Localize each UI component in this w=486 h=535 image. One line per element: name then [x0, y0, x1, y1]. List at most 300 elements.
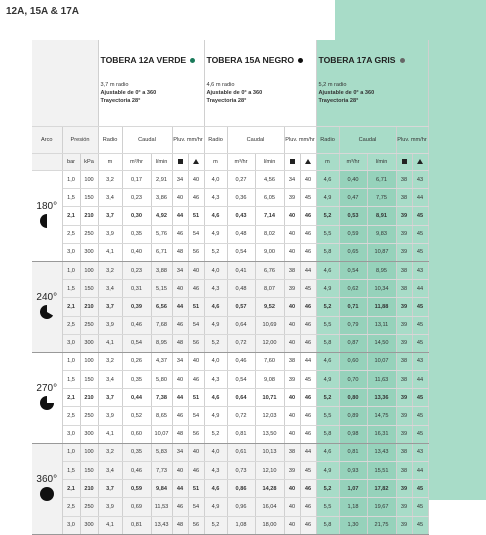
table-cell: 0,87	[339, 334, 367, 352]
header-pluv-12a: Pluv. mm/hr	[172, 127, 204, 154]
table-cell: 46	[300, 207, 316, 225]
table-cell: 5,2	[204, 243, 227, 261]
table-row	[32, 443, 428, 461]
table-cell: 39	[396, 516, 412, 534]
table-cell: 56	[188, 425, 204, 443]
table-cell: 44	[412, 371, 428, 389]
table-row	[32, 243, 428, 261]
table-cell: 45	[412, 389, 428, 407]
unit-blank	[32, 154, 62, 171]
table-cell: 4,9	[204, 225, 227, 243]
table-cell: 1,08	[227, 516, 255, 534]
table-cell: 46	[300, 407, 316, 425]
table-cell: 40	[172, 371, 188, 389]
table-cell: 39	[284, 462, 300, 480]
table-cell: 45	[412, 243, 428, 261]
table-cell: 5,2	[204, 516, 227, 534]
nozzle-trajectory-12a: Trayectoria 28°	[100, 98, 141, 104]
table-cell: 46	[300, 334, 316, 352]
table-cell: 11,53	[151, 498, 172, 516]
nozzle-header-15a	[204, 40, 316, 127]
header-pressure: Presión	[62, 127, 98, 154]
table-cell: 45	[300, 371, 316, 389]
table-cell: 0,60	[122, 425, 151, 443]
header-radio-17a: Radio	[316, 127, 339, 154]
table-cell: 44	[172, 298, 188, 316]
unit-m3hr-17a: m³/hr	[339, 154, 367, 171]
table-cell: 300	[80, 425, 98, 443]
nozzle-trajectory-15a: Trayectoria 28°	[206, 98, 247, 104]
table-cell: 0,79	[339, 316, 367, 334]
table-cell: 40	[284, 334, 300, 352]
table-cell: 11,88	[367, 298, 396, 316]
table-cell: 4,9	[316, 371, 339, 389]
unit-lmin-12a: l/min	[151, 154, 172, 171]
table-cell: 0,40	[339, 171, 367, 189]
header-radio-15a: Radio	[204, 127, 227, 154]
table-row	[32, 389, 428, 407]
table-cell: 46	[188, 462, 204, 480]
table-cell: 0,46	[122, 462, 151, 480]
table-cell: 54	[188, 316, 204, 334]
table-row	[32, 316, 428, 334]
table-cell: 0,23	[122, 189, 151, 207]
table-cell: 45	[412, 334, 428, 352]
table-cell: 1,5	[62, 371, 80, 389]
table-cell: 34	[284, 171, 300, 189]
table-cell: 54	[188, 225, 204, 243]
table-cell: 13,11	[367, 316, 396, 334]
table-cell: 19,67	[367, 498, 396, 516]
table-cell: 8,95	[367, 261, 396, 279]
table-cell: 12,00	[255, 334, 284, 352]
table-cell: 4,9	[316, 189, 339, 207]
header-arc: Arco	[32, 127, 62, 154]
table-cell: 40	[188, 352, 204, 370]
table-cell: 0,17	[122, 171, 151, 189]
table-cell: 39	[396, 480, 412, 498]
table-cell: 0,81	[227, 425, 255, 443]
table-cell: 3,0	[62, 243, 80, 261]
table-cell: 0,36	[227, 189, 255, 207]
table-cell: 3,9	[98, 498, 122, 516]
table-cell: 38	[396, 261, 412, 279]
table-cell: 3,2	[98, 261, 122, 279]
table-cell: 39	[396, 334, 412, 352]
table-cell: 0,46	[227, 352, 255, 370]
arc-cell	[32, 261, 62, 352]
table-cell: 3,4	[98, 371, 122, 389]
triangle-icon	[300, 154, 316, 171]
table-cell: 3,0	[62, 516, 80, 534]
table-cell: 5,2	[316, 207, 339, 225]
table-cell: 0,46	[122, 316, 151, 334]
table-cell: 46	[188, 371, 204, 389]
table-cell: 7,14	[255, 207, 284, 225]
table-cell: 9,08	[255, 371, 284, 389]
table-cell: 250	[80, 225, 98, 243]
table-cell: 0,35	[122, 225, 151, 243]
table-cell: 51	[188, 389, 204, 407]
table-row	[32, 207, 428, 225]
table-cell: 0,65	[339, 243, 367, 261]
header-radio-12a: Radio	[98, 127, 122, 154]
table-cell: 13,50	[255, 425, 284, 443]
triangle-icon	[412, 154, 428, 171]
table-cell: 0,57	[227, 298, 255, 316]
table-cell: 43	[412, 171, 428, 189]
page-title: 12A, 15A & 17A	[6, 6, 79, 17]
table-cell: 1,07	[339, 480, 367, 498]
nozzle-name-17a: TOBERA 17A GRIS	[318, 55, 396, 65]
table-cell: 46	[300, 316, 316, 334]
nozzle-radius-15a: 4,6 m radio	[206, 82, 235, 88]
square-icon	[172, 154, 188, 171]
table-cell: 3,2	[98, 443, 122, 461]
table-cell: 4,9	[316, 280, 339, 298]
table-cell: 12,10	[255, 462, 284, 480]
table-cell: 0,52	[122, 407, 151, 425]
table-cell: 0,69	[122, 498, 151, 516]
table-cell: 39	[396, 389, 412, 407]
table-cell: 1,5	[62, 462, 80, 480]
table-cell: 5,5	[316, 498, 339, 516]
table-cell: 4,6	[204, 298, 227, 316]
table-row	[32, 298, 428, 316]
table-cell: 4,6	[204, 480, 227, 498]
table-cell: 21,75	[367, 516, 396, 534]
table-cell: 2,1	[62, 480, 80, 498]
table-cell: 0,70	[339, 371, 367, 389]
grey-dot-icon	[400, 58, 405, 63]
table-cell: 4,37	[151, 352, 172, 370]
table-cell: 3,86	[151, 189, 172, 207]
table-cell: 6,71	[367, 171, 396, 189]
table-cell: 5,15	[151, 280, 172, 298]
nozzle-header-17a	[316, 40, 428, 127]
table-cell: 1,30	[339, 516, 367, 534]
table-cell: 15,51	[367, 462, 396, 480]
table-cell: 46	[188, 280, 204, 298]
table-cell: 46	[300, 389, 316, 407]
table-cell: 0,93	[339, 462, 367, 480]
table-cell: 1,0	[62, 261, 80, 279]
table-cell: 2,1	[62, 207, 80, 225]
table-cell: 2,5	[62, 225, 80, 243]
table-cell: 150	[80, 371, 98, 389]
table-cell: 6,56	[151, 298, 172, 316]
table-cell: 0,64	[227, 316, 255, 334]
table-cell: 44	[172, 389, 188, 407]
table-cell: 0,60	[339, 352, 367, 370]
table-cell: 9,52	[255, 298, 284, 316]
table-cell: 46	[300, 516, 316, 534]
performance-table	[32, 40, 429, 535]
table-cell: 6,05	[255, 189, 284, 207]
table-cell: 0,86	[227, 480, 255, 498]
table-cell: 4,6	[316, 171, 339, 189]
table-cell: 43	[412, 261, 428, 279]
table-cell: 38	[396, 462, 412, 480]
table-cell: 5,5	[316, 225, 339, 243]
table-cell: 44	[172, 207, 188, 225]
table-cell: 40	[188, 171, 204, 189]
table-cell: 14,50	[367, 334, 396, 352]
table-cell: 2,5	[62, 498, 80, 516]
square-icon	[396, 154, 412, 171]
table-cell: 10,13	[255, 443, 284, 461]
table-cell: 56	[188, 516, 204, 534]
table-cell: 40	[284, 498, 300, 516]
table-cell: 10,87	[367, 243, 396, 261]
table-cell: 5,76	[151, 225, 172, 243]
table-cell: 3,4	[98, 280, 122, 298]
arc-label: 240°	[36, 292, 58, 304]
table-cell: 0,54	[122, 334, 151, 352]
table-cell: 45	[412, 480, 428, 498]
table-cell: 0,64	[227, 389, 255, 407]
nozzle-trajectory-17a: Trayectoria 28°	[318, 98, 359, 104]
unit-m3hr-15a: m³/hr	[227, 154, 255, 171]
table-cell: 40	[172, 462, 188, 480]
table-cell: 46	[300, 298, 316, 316]
table-cell: 0,72	[227, 334, 255, 352]
table-cell: 3,0	[62, 425, 80, 443]
table-cell: 40	[284, 207, 300, 225]
nozzle-adjust-17a: Ajustable de 0° a 360	[318, 90, 375, 96]
table-cell: 39	[396, 207, 412, 225]
unit-m3hr-12a: m³/hr	[122, 154, 151, 171]
table-cell: 0,40	[122, 243, 151, 261]
table-cell: 3,2	[98, 171, 122, 189]
table-cell: 5,8	[316, 334, 339, 352]
table-cell: 45	[412, 516, 428, 534]
table-cell: 250	[80, 316, 98, 334]
unit-lmin-15a: l/min	[255, 154, 284, 171]
unit-bar: bar	[62, 154, 80, 171]
table-cell: 51	[188, 207, 204, 225]
table-cell: 54	[188, 498, 204, 516]
table-cell: 3,7	[98, 298, 122, 316]
table-cell: 38	[396, 171, 412, 189]
table-cell: 40	[284, 516, 300, 534]
table-cell: 16,31	[367, 425, 396, 443]
table-cell: 6,71	[151, 243, 172, 261]
table-cell: 12,03	[255, 407, 284, 425]
table-cell: 100	[80, 261, 98, 279]
table-cell: 4,0	[204, 261, 227, 279]
table-row	[32, 189, 428, 207]
green-dot-icon	[190, 58, 195, 63]
table-row	[32, 280, 428, 298]
table-cell: 4,1	[98, 243, 122, 261]
table-cell: 150	[80, 462, 98, 480]
table-cell: 3,9	[98, 316, 122, 334]
table-cell: 2,1	[62, 389, 80, 407]
table-cell: 4,6	[316, 443, 339, 461]
table-cell: 3,0	[62, 334, 80, 352]
table-cell: 3,7	[98, 207, 122, 225]
table-cell: 3,7	[98, 480, 122, 498]
table-row	[32, 462, 428, 480]
table-cell: 7,60	[255, 352, 284, 370]
table-cell: 210	[80, 298, 98, 316]
nozzle-radius-12a: 3,7 m radio	[100, 82, 129, 88]
table-cell: 0,96	[227, 498, 255, 516]
table-cell: 40	[284, 480, 300, 498]
table-cell: 8,65	[151, 407, 172, 425]
table-cell: 40	[172, 280, 188, 298]
table-cell: 6,76	[255, 261, 284, 279]
table-cell: 13,43	[367, 443, 396, 461]
table-cell: 3,2	[98, 352, 122, 370]
table-row	[32, 171, 428, 189]
table-cell: 34	[172, 171, 188, 189]
table-cell: 5,80	[151, 371, 172, 389]
table-cell: 300	[80, 516, 98, 534]
table-cell: 38	[284, 352, 300, 370]
table-cell: 17,82	[367, 480, 396, 498]
table-cell: 100	[80, 443, 98, 461]
table-cell: 0,41	[227, 261, 255, 279]
table-cell: 46	[300, 498, 316, 516]
table-cell: 8,91	[367, 207, 396, 225]
table-cell: 10,07	[367, 352, 396, 370]
table-cell: 40	[284, 389, 300, 407]
table-cell: 0,48	[227, 280, 255, 298]
nozzle-header-12a	[98, 40, 204, 127]
table-cell: 48	[172, 425, 188, 443]
table-cell: 250	[80, 498, 98, 516]
table-cell: 2,91	[151, 171, 172, 189]
table-cell: 5,8	[316, 243, 339, 261]
table-cell: 3,7	[98, 389, 122, 407]
header-pluv-17a: Pluv. mm/hr	[396, 127, 428, 154]
table-cell: 54	[188, 407, 204, 425]
nozzle-radius-17a: 5,2 m radio	[318, 82, 347, 88]
table-cell: 0,89	[339, 407, 367, 425]
arc-cell	[32, 443, 62, 534]
table-cell: 44	[300, 352, 316, 370]
table-cell: 0,35	[122, 443, 151, 461]
table-cell: 40	[300, 171, 316, 189]
table-cell: 45	[412, 407, 428, 425]
table-cell: 43	[412, 352, 428, 370]
table-cell: 300	[80, 334, 98, 352]
table-cell: 51	[188, 298, 204, 316]
table-cell: 150	[80, 189, 98, 207]
table-cell: 9,84	[151, 480, 172, 498]
table-cell: 44	[172, 480, 188, 498]
table-cell: 46	[300, 480, 316, 498]
table-cell: 210	[80, 207, 98, 225]
table-cell: 0,44	[122, 389, 151, 407]
table-cell: 0,30	[122, 207, 151, 225]
table-cell: 210	[80, 389, 98, 407]
table-cell: 39	[396, 243, 412, 261]
table-cell: 40	[284, 225, 300, 243]
table-cell: 0,48	[227, 225, 255, 243]
table-cell: 5,83	[151, 443, 172, 461]
header-caudal-15a: Caudal	[227, 127, 284, 154]
arc-sector-icon	[32, 487, 62, 503]
table-cell: 13,36	[367, 389, 396, 407]
table-cell: 0,98	[339, 425, 367, 443]
table-cell: 3,9	[98, 225, 122, 243]
table-cell: 48	[172, 334, 188, 352]
table-cell: 0,81	[339, 443, 367, 461]
table-cell: 100	[80, 171, 98, 189]
nozzle-name-12a: TOBERA 12A VERDE	[100, 55, 187, 65]
table-cell: 7,38	[151, 389, 172, 407]
table-cell: 46	[300, 225, 316, 243]
table-cell: 5,2	[316, 480, 339, 498]
table-cell: 0,72	[227, 407, 255, 425]
table-cell: 5,2	[316, 298, 339, 316]
nozzle-adjust-15a: Ajustable de 0° a 360	[206, 90, 263, 96]
table-cell: 4,0	[204, 352, 227, 370]
table-cell: 4,9	[316, 462, 339, 480]
table-cell: 0,23	[122, 261, 151, 279]
table-cell: 8,02	[255, 225, 284, 243]
table-cell: 56	[188, 334, 204, 352]
table-cell: 38	[284, 443, 300, 461]
table-cell: 56	[188, 243, 204, 261]
table-row	[32, 498, 428, 516]
table-cell: 39	[396, 425, 412, 443]
table-cell: 46	[188, 189, 204, 207]
table-cell: 4,0	[204, 171, 227, 189]
table-cell: 4,1	[98, 334, 122, 352]
table-cell: 43	[412, 443, 428, 461]
table-cell: 48	[172, 516, 188, 534]
unit-m-17a: m	[316, 154, 339, 171]
table-cell: 44	[300, 443, 316, 461]
table-row	[32, 334, 428, 352]
table-cell: 3,88	[151, 261, 172, 279]
table-cell: 11,63	[367, 371, 396, 389]
table-cell: 0,31	[122, 280, 151, 298]
table-cell: 45	[300, 462, 316, 480]
nozzle-adjust-12a: Ajustable de 0° a 360	[100, 90, 157, 96]
table-cell: 10,69	[255, 316, 284, 334]
table-cell: 39	[396, 298, 412, 316]
table-cell: 0,71	[339, 298, 367, 316]
table-cell: 5,5	[316, 316, 339, 334]
header-blank	[32, 40, 98, 127]
table-cell: 39	[284, 189, 300, 207]
table-cell: 3,4	[98, 462, 122, 480]
nozzle-name-15a: TOBERA 15A NEGRO	[206, 55, 295, 65]
table-cell: 2,1	[62, 298, 80, 316]
table-cell: 45	[412, 225, 428, 243]
arc-label: 360°	[36, 474, 58, 486]
table-cell: 34	[172, 352, 188, 370]
table-cell: 40	[284, 298, 300, 316]
table-cell: 0,59	[339, 225, 367, 243]
table-cell: 16,04	[255, 498, 284, 516]
table-cell: 5,5	[316, 407, 339, 425]
table-cell: 38	[396, 443, 412, 461]
arc-sector-icon	[32, 305, 62, 321]
arc-cell	[32, 171, 62, 262]
table-cell: 8,07	[255, 280, 284, 298]
table-cell: 4,6	[316, 261, 339, 279]
arc-sector-icon	[32, 396, 62, 412]
table-cell: 210	[80, 480, 98, 498]
table-cell: 40	[188, 261, 204, 279]
table-cell: 4,1	[98, 425, 122, 443]
